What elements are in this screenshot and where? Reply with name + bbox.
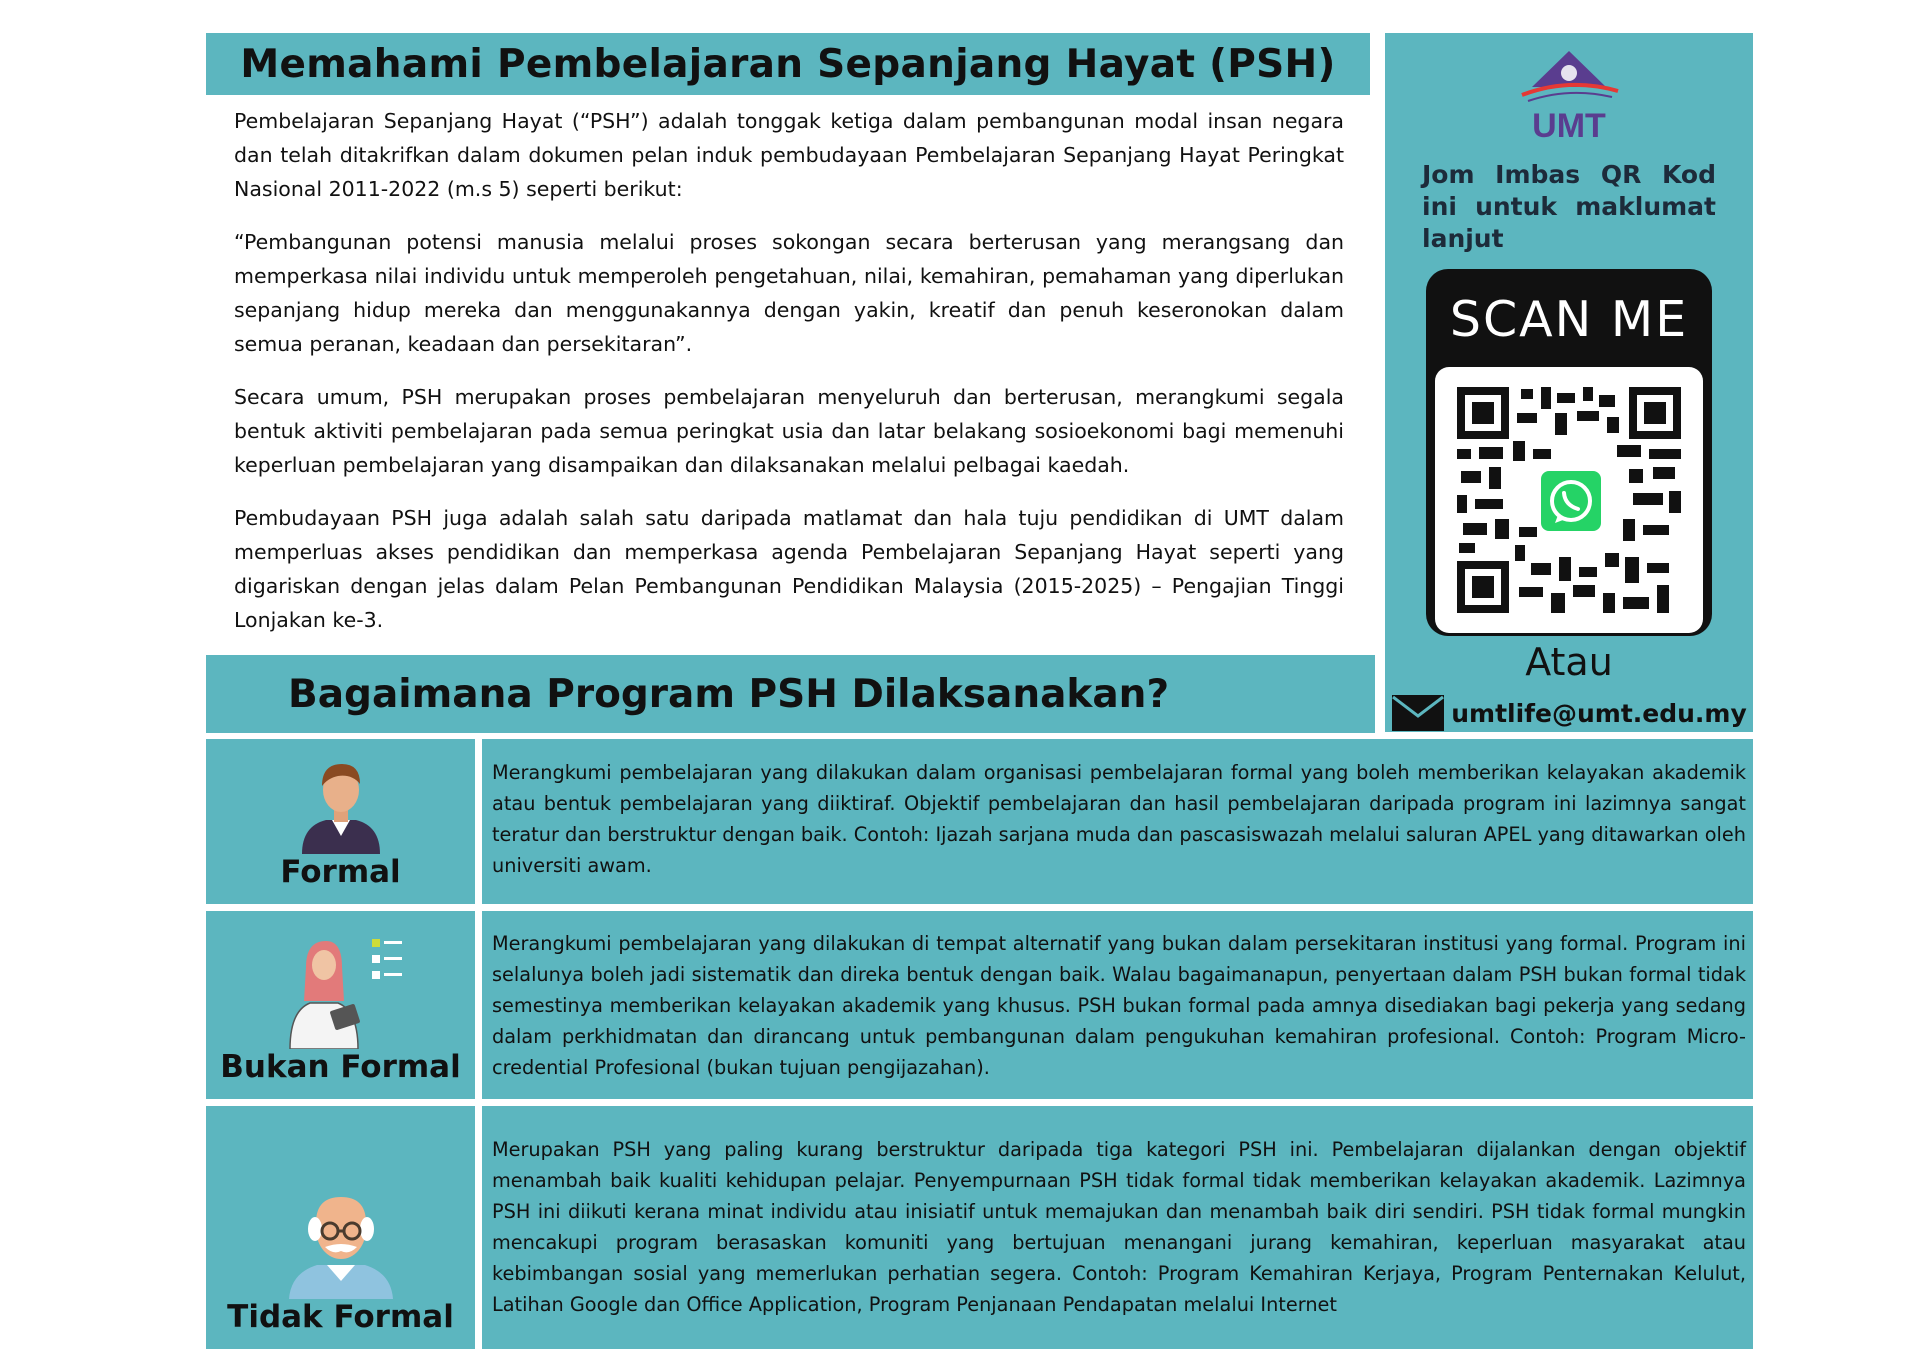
elderly-man-icon xyxy=(283,1189,399,1299)
category-cell-bukan-formal xyxy=(206,911,475,1099)
atau-label: Atau xyxy=(1525,640,1613,684)
intro-paragraph-4: Pembudayaan PSH juga adalah salah satu daripada matlamat dan hala tuju pendidikan di UMT dalam memperluas akses pendidikan dan memperkasa agenda Pembelajaran Sepanjang Hayat seperti yang digariskan dengan jelas dalam Pelan Pembangunan Pendidikan Malaysia (2015-2025) – Pengajian Tinggi Lonjakan ke-3. xyxy=(234,506,1344,632)
intro-paragraph-3: Secara umum, PSH merupakan proses pembelajaran menyeluruh dan berterusan, merangkumi segala bentuk aktiviti pembelajaran pada semua peringkat usia dan latar belakang sosioekonomi bagi memenuhi keperluan pembelajaran yang disampaikan dan dilaksanakan melalui pelbagai kaedah. xyxy=(234,385,1344,477)
qr-code[interactable] xyxy=(1435,367,1703,633)
envelope-icon xyxy=(1391,694,1445,732)
logo-text: UMT xyxy=(1532,107,1606,145)
email-link[interactable]: umtlife@umt.edu.my xyxy=(1451,698,1747,728)
category-description-tidak-formal: Merupakan PSH yang paling kurang berstruktur daripada tiga kategori PSH ini. Pembelajaran dijalankan dengan objektif menambah baik kualiti kehidupan pelajar. Penyempurnaan PSH tidak formal tidak memberikan kelayakan akademik. Lazimnya PSH ini diikuti kerana minat individu atau inisiatif untuk memajukan dan menambah baik diri sendiri. PSH tidak formal mungkin mencakupi program berasaskan komuniti yang bertujuan menangani jurang kemahiran, keperluan masyarakat atau kebimbangan sosial yang memerlukan perhatian segera. Contoh: Program Kemahiran Kerjaya, Program Penternakan Kelulut, Latihan Google dan Office Application, Program Penjanaan Pendapatan melalui Internet xyxy=(482,1106,1753,1349)
qr-caption: Jom Imbas QR Kod ini untuk maklumat lanjut xyxy=(1422,160,1716,253)
umt-logo xyxy=(1514,47,1624,149)
category-description-formal: Merangkumi pembelajaran yang dilakukan dalam organisasi pembelajaran formal yang boleh memberikan kelayakan akademik atau bentuk pembelajaran yang diiktiraf. Objektif pembelajaran dan hasil pembelajaran daripada program ini lazimnya sangat teratur dan berstruktur dengan baik. Contoh: Ijazah sarjana muda dan pascasiswazah melalui saluran APEL yang ditawarkan oleh universiti awam. xyxy=(482,739,1753,904)
category-label-bukan-formal: Bukan Formal xyxy=(220,1049,461,1085)
category-cell-formal xyxy=(206,739,475,904)
title-bar xyxy=(206,33,1370,95)
category-row-bukan-formal xyxy=(206,911,1753,1099)
qr-code-icon xyxy=(1457,387,1681,613)
scan-me-label: SCAN ME xyxy=(1449,291,1689,348)
subtitle-bar xyxy=(206,655,1375,733)
scan-me-card[interactable] xyxy=(1426,269,1712,636)
intro-section xyxy=(234,104,1344,656)
intro-paragraph-1: Pembelajaran Sepanjang Hayat (“PSH”) adalah tonggak ketiga dalam pembangunan modal insan negara dan telah ditakrifkan dalam dokumen pelan induk pembudayaan Pembelajaran Sepanjang Hayat Peringkat Nasional 2011-2022 (m.s 5) seperti berikut: xyxy=(234,109,1344,201)
page-title: Memahami Pembelajaran Sepanjang Hayat (PSH) xyxy=(240,41,1336,87)
category-label-formal: Formal xyxy=(280,854,401,890)
category-label-tidak-formal: Tidak Formal xyxy=(227,1299,454,1335)
section-subtitle: Bagaimana Program PSH Dilaksanakan? xyxy=(288,671,1170,717)
sidebar xyxy=(1385,33,1753,732)
category-row-tidak-formal xyxy=(206,1106,1753,1349)
intro-paragraph-2: “Pembangunan potensi manusia melalui proses sokongan secara berterusan yang merangsang dan memperkasa nilai individu untuk memperoleh pengetahuan, nilai, kemahiran, pemahaman yang diperlukan sepanjang hidup mereka dan menggunakannya dengan yakin, kreatif dan penuh keseronokan dalam semua peranan, keadaan dan persekitaran”. xyxy=(234,230,1344,356)
category-row-formal xyxy=(206,739,1753,904)
email-row[interactable] xyxy=(1391,694,1747,732)
woman-tablet-icon xyxy=(276,931,406,1049)
category-cell-tidak-formal xyxy=(206,1106,475,1349)
person-icon xyxy=(296,754,386,854)
category-description-bukan-formal: Merangkumi pembelajaran yang dilakukan di tempat alternatif yang bukan dalam persekitaran institusi yang formal. Program ini selalunya boleh jadi sistematik dan direka bentuk dengan baik. Walau bagaimanapun, penyertaan dalam PSH bukan formal tidak semestinya memberikan kelayakan akademik yang khusus. PSH bukan formal pada amnya disediakan bagi pekerja yang sedang dalam perkhidmatan dan dirancang untuk pembangunan dalam pengukuhan kemahiran profesional. Contoh: Program Micro-credential Profesional (bukan tujuan pengijazahan). xyxy=(482,911,1753,1099)
